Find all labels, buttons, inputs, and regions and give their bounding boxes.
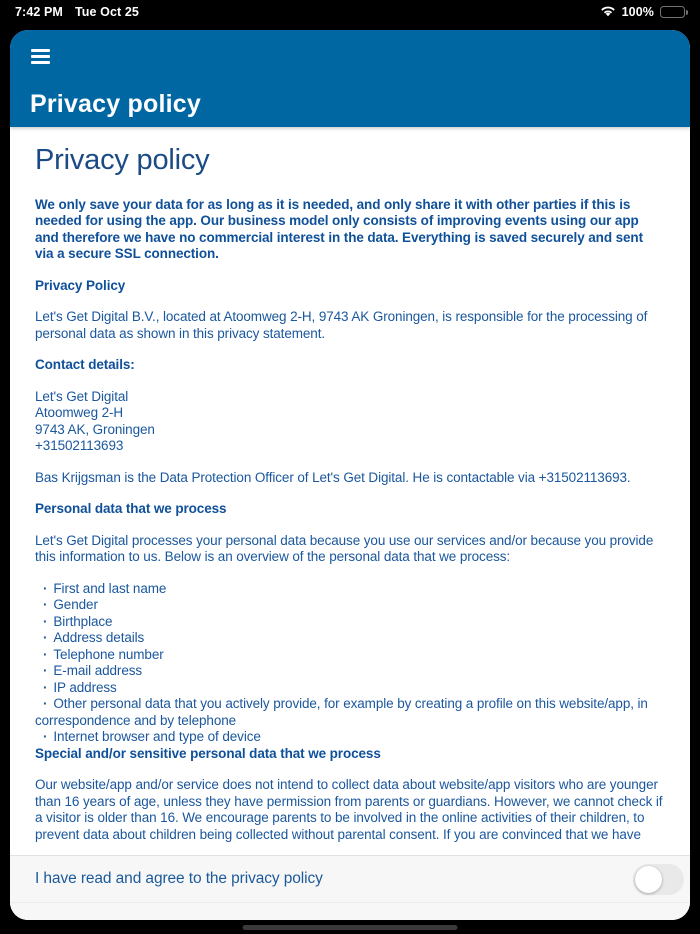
sensitive-data-paragraph: Our website/app and/or service does not intend to collect data about website/app visitors who are younger than 16 years of age, unless they have permission from parents or guardians. However, we cannot check if a visitor is older than 16. We encourage parents to be involved in the online activities of their children, to prevent data about children being collected without parental consent. If you are convinced that we have [35,777,663,842]
contact-line: 9743 AK, Groningen [35,421,155,437]
status-time: 7:42 PM [15,5,63,19]
list-item: · Internet browser and type of device [35,729,665,746]
list-item: · Gender [35,597,665,614]
status-date: Tue Oct 25 [74,5,139,19]
header-title: Privacy policy [30,90,201,118]
status-time-date [15,5,139,19]
personal-data-intro: Let's Get Digital processes your personal data because you use our services and/or because you provide this information to us. Below is an overview of the personal data that we process: [35,532,654,564]
contact-line: Atoomweg 2-H [35,405,124,420]
list-item: · IP address [35,680,665,697]
dpo-paragraph: Bas Krijgsman is the Data Protection Officer of Let's Get Digital. He is contactable via +31502113693. [35,469,631,485]
battery-percent: 100% [621,5,654,19]
intro-paragraph: We only save your data for as long as it is needed, and only share it with other parties if this is needed for using the app. Our business model only consists of improving events using our app and therefore we have no commercial interest in the data. Everything is saved securely and sent via a secure SSL connection. [35,196,643,261]
contact-line: +31502113693 [35,438,124,453]
list-item: · E-mail address [35,663,665,680]
list-item: · Birthplace [35,614,665,631]
toggle-thumb [635,866,662,893]
page-title: Privacy policy [35,144,210,176]
list-item: · Telephone number [35,647,665,664]
section-heading-contact-details: Contact details: [35,357,135,372]
personal-data-list [35,581,665,746]
status-bar [0,0,700,24]
list-item: · Address details [35,630,665,647]
app-window [10,30,690,920]
contact-line: Let's Get Digital [35,388,129,404]
agree-toggle-switch[interactable] [633,864,684,895]
privacy-policy-scroll-area[interactable] [10,127,690,920]
agreement-footer-bar [10,855,690,920]
section-heading-privacy-policy: Privacy Policy [35,277,126,293]
agreement-label: I have read and agree to the privacy policy [35,870,323,887]
list-item: · First and last name [35,581,665,598]
section-heading-sensitive-data: Special and/or sensitive personal data that we process [35,745,381,761]
contact-address [35,389,665,455]
agreement-row [10,856,690,903]
list-item: · Other personal data that you actively provide, for example by creating a profile on this website/app, in correspondence and by telephone [35,696,665,729]
section-heading-personal-data: Personal data that we process [35,501,227,516]
battery-nub [686,10,688,15]
home-indicator[interactable] [243,925,458,930]
responsible-paragraph: Let's Get Digital B.V., located at Atoomweg 2-H, 9743 AK Groningen, is responsible for the processing of personal data as shown in this privacy statement. [35,309,648,341]
status-indicators [600,5,685,20]
battery-icon [660,6,685,18]
wifi-icon [600,5,616,20]
hamburger-menu-icon[interactable] [31,49,50,64]
app-header [10,30,690,127]
